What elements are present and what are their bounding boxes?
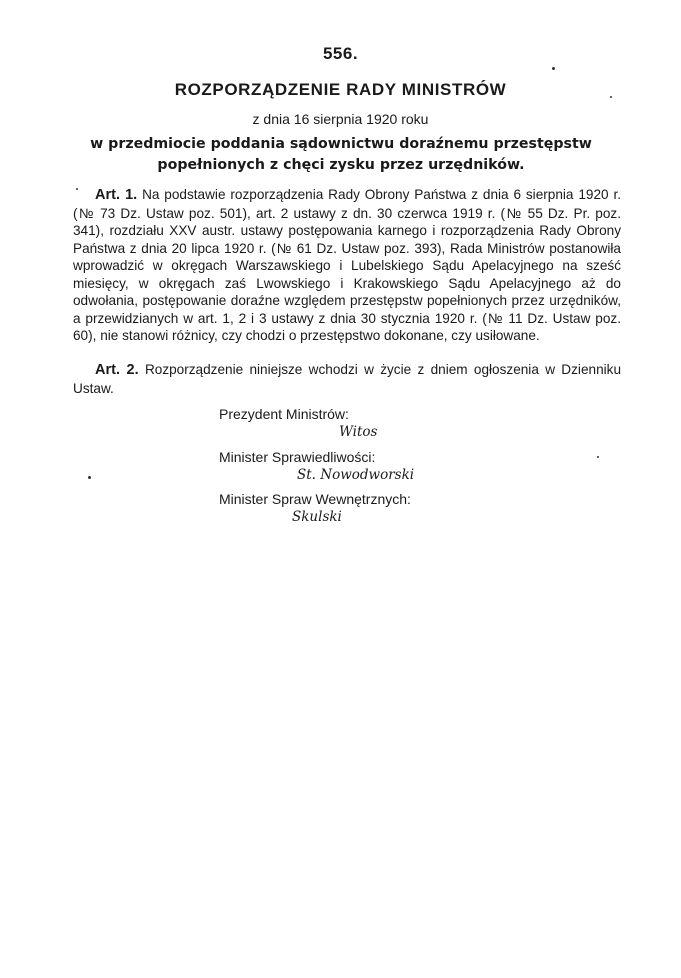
scan-speck	[76, 188, 78, 190]
signature-role: Prezydent Ministrów:	[219, 406, 349, 422]
article-2-label: Art. 2.	[95, 362, 139, 378]
document-date: z dnia 16 sierpnia 1920 roku	[252, 111, 429, 127]
document-title: ROZPORZĄDZENIE RADY MINISTRÓW	[174, 80, 507, 99]
signature-role: Minister Spraw Wewnętrznych:	[219, 491, 411, 507]
article-2	[73, 361, 621, 397]
document-subject: w przedmiocie poddania sądownictwu doraźnemu przestępstw popełnionych z chęci zysku przez urzędników.	[90, 136, 592, 173]
signature-name: Skulski	[292, 509, 342, 525]
scan-speck	[597, 456, 599, 458]
article-1-text: Na podstawie rozporządzenia Rady Obrony Państwa z dnia 6 sierpnia 1920 r. (№ 73 Dz. Ustaw poz. 501), art. 2 ustawy z dn. 30 czerwca 1919 r. (№ 55 Dz. Pr. poz. 341), rozdziału XXV austr. ustawy postępowania karnego i rozporządzenia Rady Obrony Państwa z dnia 20 lipca 1920 r. (№ 61 Dz. Ustaw poz. 393), Rada Ministrów postanowiła wprowadzić w okręgach Warszawskiego i Lubelskiego Sądu Apelacyjnego na sześć miesięcy, w okręgach zaś Lwowskiego i Krakowskiego Sądu Apelacyjnego aż do odwołania, postępowanie doraźne względem przestępstw popełnionych przez urzędników, a przewidzianych w art. 1, 2 i 3 ustawy z dnia 30 stycznia 1920 r. (№ 11 Dz. Ustaw poz. 60), nie stanowi różnicy, czy chodzi o przestępstwo dokonane, czy usiłowane.	[73, 187, 622, 343]
signature-name: St. Nowodworski	[297, 467, 415, 483]
signature-interior-minister	[219, 490, 411, 526]
article-1-label: Art. 1.	[95, 187, 138, 203]
page-number: 556.	[322, 44, 359, 63]
scan-speck	[552, 67, 555, 70]
article-2-text: Rozporządzenie niniejsze wchodzi w życie z dniem ogłoszenia w Dzienniku Ustaw.	[73, 362, 622, 396]
article-1	[73, 186, 621, 345]
signature-justice-minister	[219, 448, 414, 484]
scan-speck	[88, 476, 91, 479]
signature-prime-minister	[219, 405, 377, 441]
scan-speck	[610, 96, 612, 98]
signature-role: Minister Sprawiedliwości:	[219, 449, 376, 465]
signature-name: Witos	[339, 424, 378, 440]
